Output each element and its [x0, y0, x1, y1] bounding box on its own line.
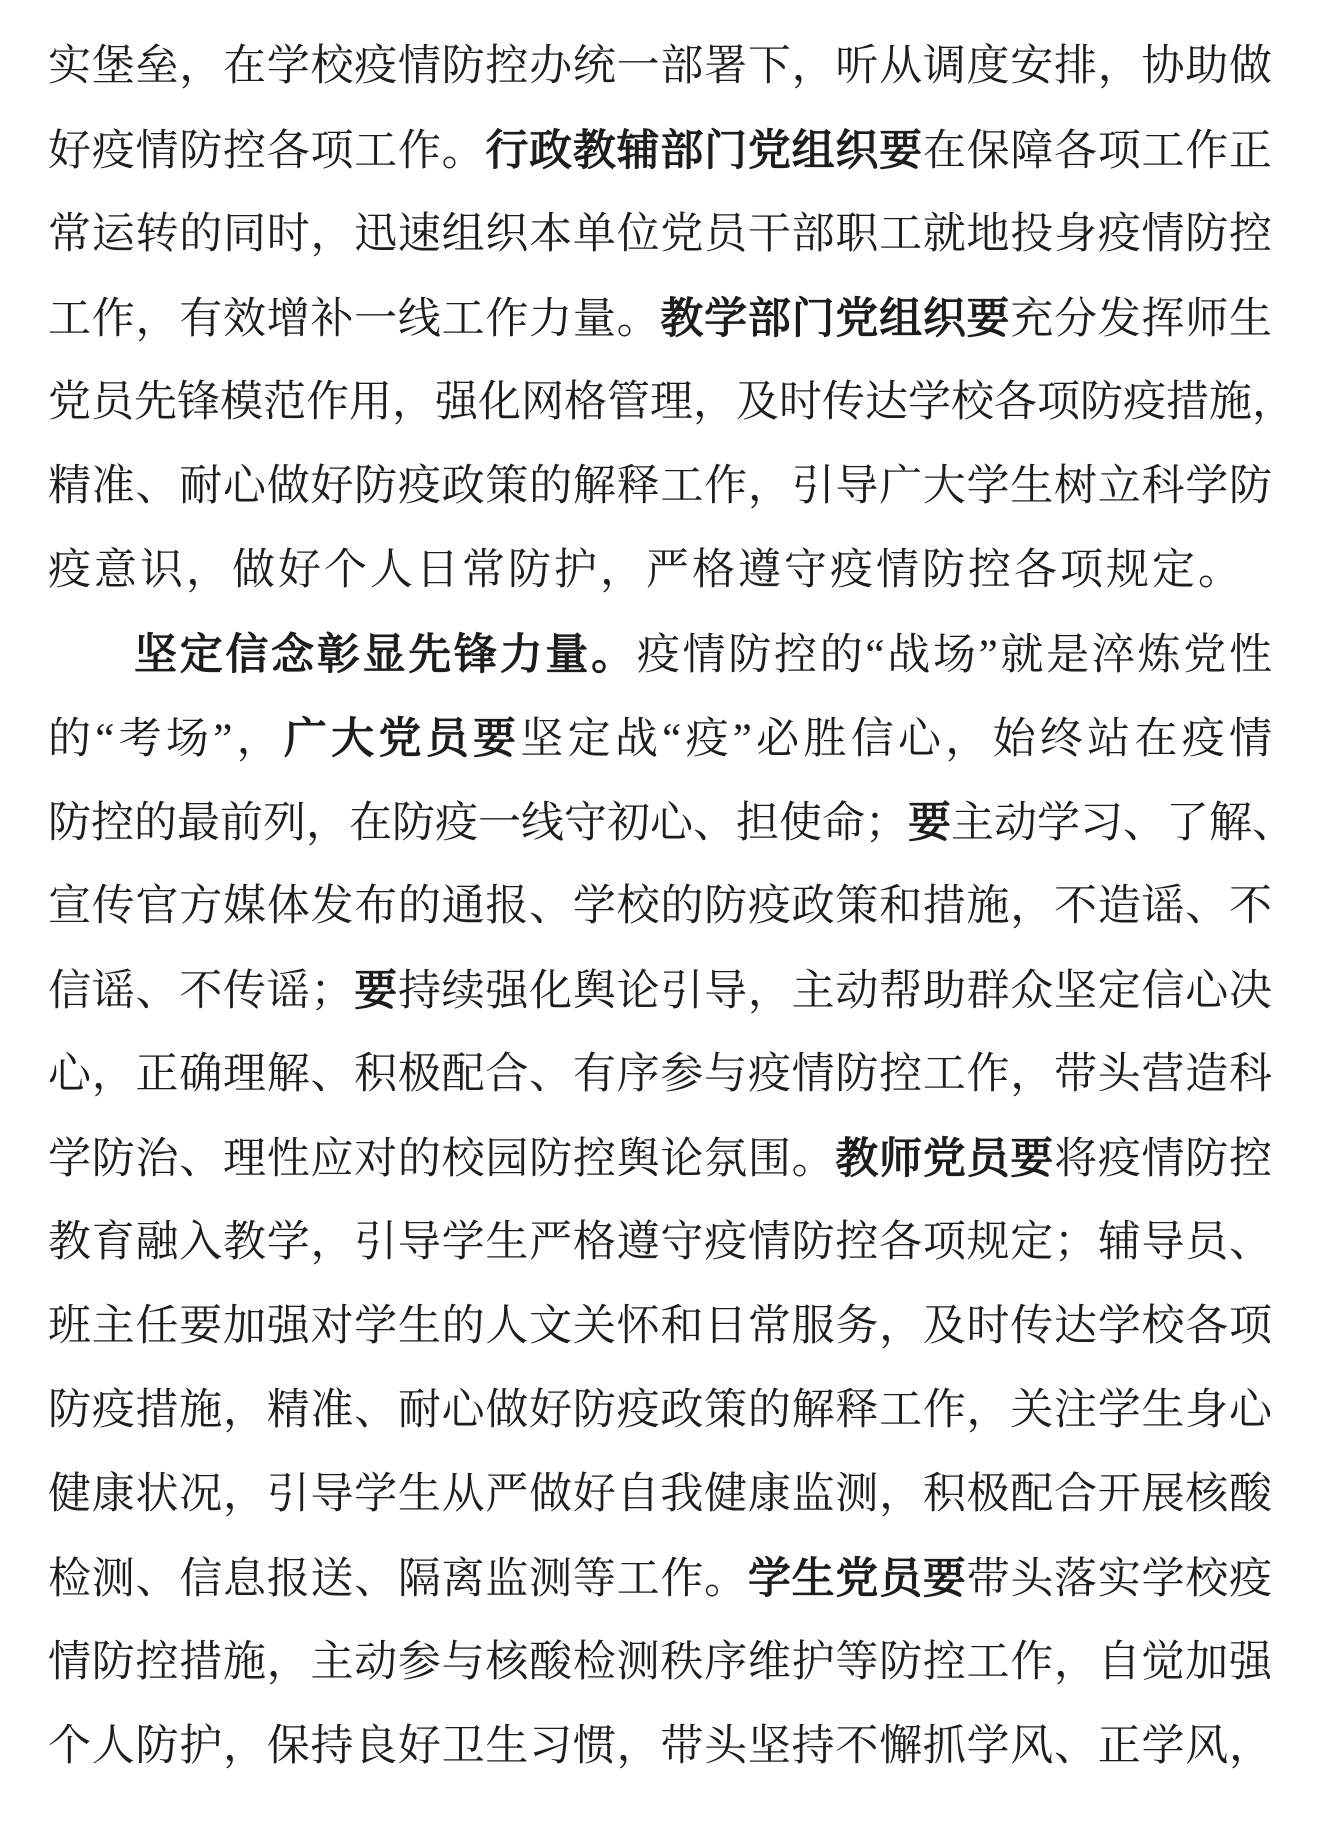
body-text: 精准、耐心做好防疫政策的解释工作，引导广大学生树立科学防 — [48, 463, 1272, 510]
text-line — [48, 1369, 1272, 1453]
body-text: 教育融入教学，引导学生严格遵守疫情防控各项规定；辅导员、 — [48, 1219, 1272, 1266]
emphasis-text: 要 — [908, 799, 951, 847]
body-text: 学防治、理性应对的校园防控舆论氛围。 — [48, 1136, 836, 1183]
text-line — [48, 1705, 1272, 1789]
body-text: 工作，有效增补一线工作力量。 — [48, 296, 661, 343]
text-line — [48, 1621, 1272, 1705]
emphasis-text: 广大党员要 — [283, 715, 521, 763]
emphasis-text: 教学部门党组织要 — [660, 295, 1011, 343]
text-line — [48, 109, 1272, 193]
text-line — [48, 1453, 1272, 1537]
body-text: 防疫措施，精准、耐心做好防疫政策的解释工作，关注学生身心 — [48, 1387, 1272, 1434]
body-text: 的“考场”， — [48, 716, 284, 763]
text-line — [48, 781, 1295, 865]
body-text: 好疫情防控各项工作。 — [48, 128, 486, 175]
text-line — [48, 277, 1272, 361]
emphasis-text: 坚定信念彰显先锋力量。 — [134, 631, 637, 679]
text-line — [48, 1201, 1272, 1285]
body-text: 心，正确理解、积极配合、有序参与疫情防控工作，带头营造科 — [48, 1051, 1272, 1098]
text-line — [48, 25, 1272, 109]
text-line — [48, 613, 1272, 697]
body-text: 带头落实学校疫 — [966, 1556, 1273, 1603]
body-text: 健康状况，引导学生从严做好自我健康监测，积极配合开展核酸 — [48, 1471, 1272, 1518]
body-text: 充分发挥师生 — [1010, 296, 1273, 343]
body-text: 宣传官方媒体发布的通报、学校的防疫政策和措施，不造谣、不 — [48, 883, 1272, 930]
text-line — [48, 697, 1272, 781]
body-text: 常运转的同时，迅速组织本单位党员干部职工就地投身疫情防控 — [48, 211, 1272, 258]
text-line — [48, 445, 1272, 529]
body-text: 在保障各项工作正 — [922, 128, 1273, 175]
body-text: 主动学习、了解、 — [951, 800, 1295, 847]
body-text: 疫意识，做好个人日常防护，严格遵守疫情防控各项规定。 — [48, 547, 1244, 594]
body-text: 检测、信息报送、隔离监测等工作。 — [48, 1556, 748, 1603]
body-text: 防控的最前列，在防疫一线守初心、担使命； — [48, 800, 908, 847]
text-line — [48, 949, 1272, 1033]
body-text: 实堡垒，在学校疫情防控办统一部署下，听从调度安排，协助做 — [48, 43, 1272, 90]
text-line — [48, 1285, 1272, 1369]
text-line — [48, 1117, 1272, 1201]
body-text: 持续强化舆论引导，主动帮助群众坚定信心决 — [397, 968, 1273, 1015]
text-line — [48, 865, 1272, 949]
text-line — [48, 529, 1272, 613]
text-line — [48, 193, 1272, 277]
emphasis-text: 行政教辅部门党组织要 — [485, 127, 923, 175]
text-line — [48, 1537, 1272, 1621]
emphasis-text: 教师党员要 — [835, 1135, 1055, 1183]
text-line — [48, 1033, 1272, 1117]
body-text: 疫情防控的“战场”就是淬炼党性 — [636, 632, 1273, 679]
body-text: 信谣、不传谣； — [48, 968, 354, 1015]
text-line — [48, 361, 1295, 445]
body-text: 将疫情防控 — [1054, 1136, 1273, 1183]
body-text: 党员先锋模范作用，强化网格管理，及时传达学校各项防疫措施， — [48, 379, 1295, 426]
body-text: 情防控措施，主动参与核酸检测秩序维护等防控工作，自觉加强 — [48, 1639, 1272, 1686]
document-body — [48, 25, 1295, 1789]
emphasis-text: 要 — [353, 967, 398, 1015]
body-text: 坚定战“疫”必胜信心，始终站在疫情 — [520, 716, 1273, 763]
body-text: 班主任要加强对学生的人文关怀和日常服务，及时传达学校各项 — [48, 1303, 1272, 1350]
body-text: 个人防护，保持良好卫生习惯，带头坚持不懈抓学风、正学风， — [48, 1723, 1272, 1770]
emphasis-text: 学生党员要 — [747, 1555, 967, 1603]
